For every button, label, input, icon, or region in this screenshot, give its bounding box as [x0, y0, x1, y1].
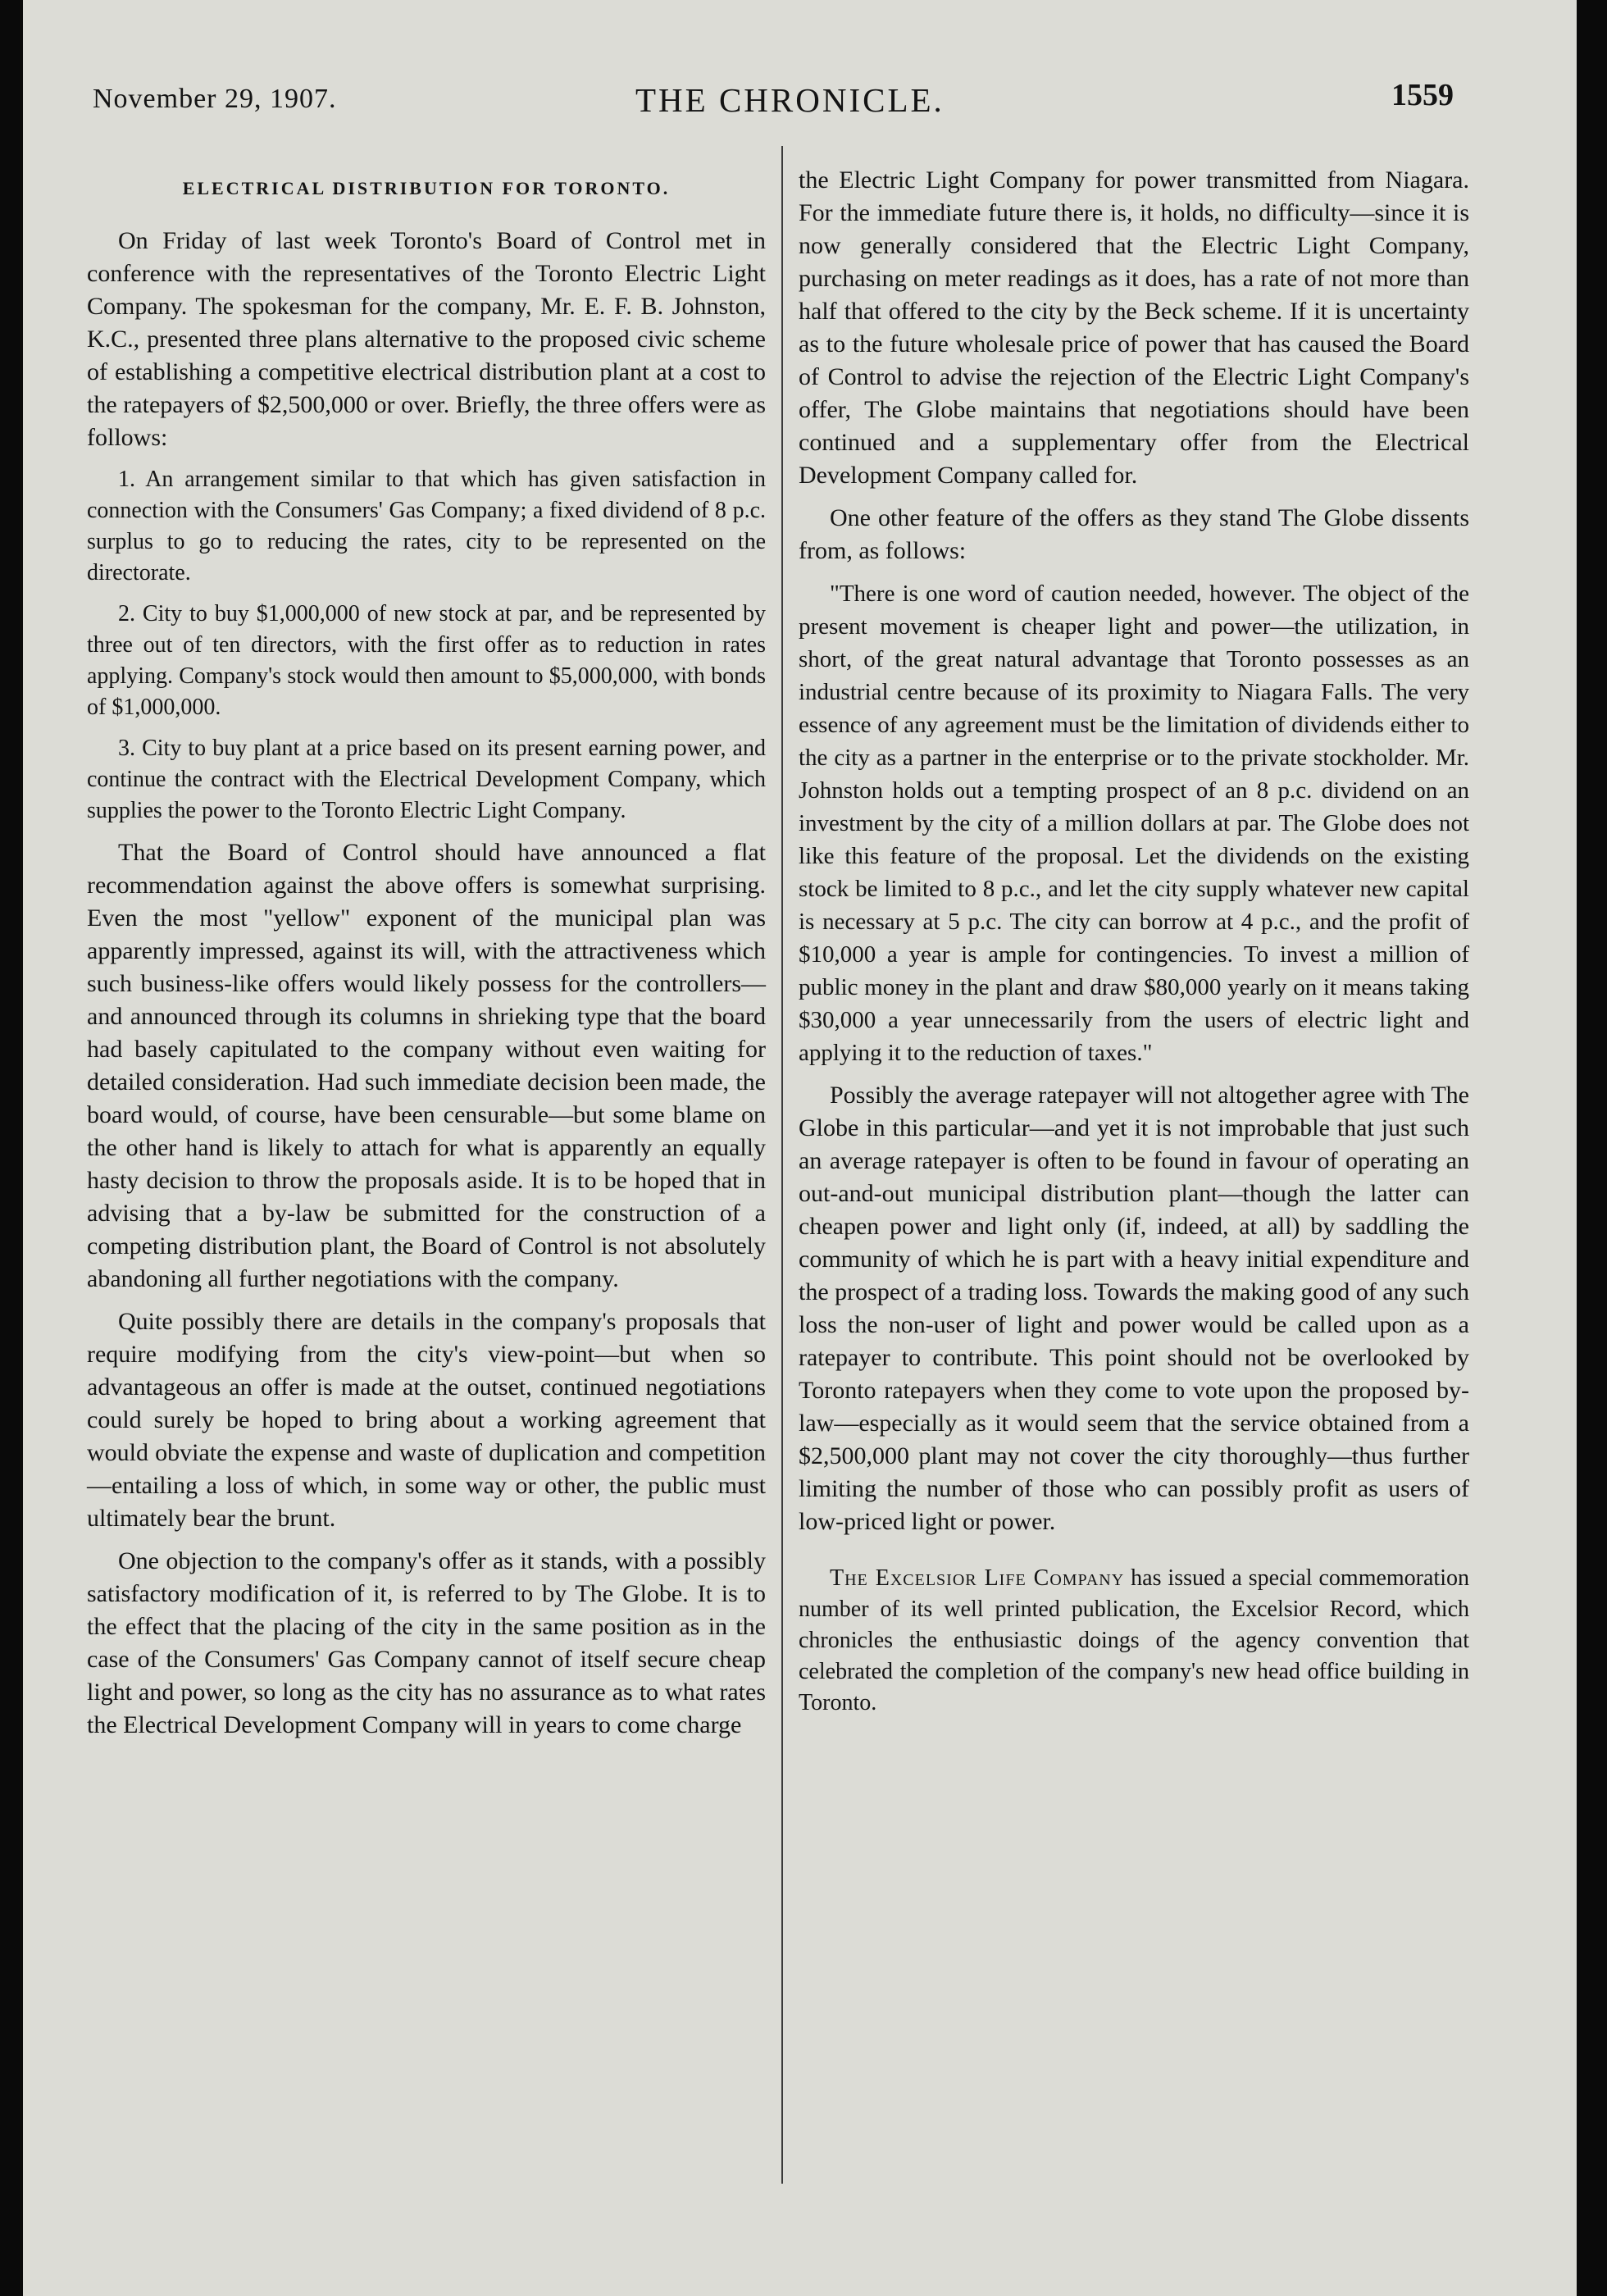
notice-lead: The Excelsior Life Company — [830, 1565, 1125, 1591]
offer-item: 1. An arrangement similar to that which has given satisfaction in connection with the Consumers' Gas Company; a fixed dividend of 8 p.c. surplus to go to reducing the rates, city to be represented on the directorate. — [87, 467, 766, 585]
article-paragraph: On Friday of last week Toronto's Board of Control met in conference with the representatives of the Toronto Electric Light Company. The spokesman for the company, Mr. E. F. B. Johnston, K.C., presented three plans alternative to the proposed civic scheme of establishing a competitive electrical distribution plant at a cost to the ratepayers of $2,500,000 or over. Briefly, the three offers were as follows: — [87, 227, 766, 451]
notice-text: has issued a special commemoration number of its well printed publication, the Excelsior Record, which chronicles the enthusiastic doings of the agency convention that celebrated the completion of the company's new head office building in Toronto. — [799, 1565, 1469, 1715]
right-column — [799, 164, 1469, 1729]
article-paragraph: Quite possibly there are details in the company's proposals that require modifying from the city's view-point—but when so advantageous an offer is made at the outset, continued negotiations could surely be hoped to bring about a working agreement that would obviate the expense and waste of duplication and competition—entailing a loss of which, in some way or other, the public must ultimately bear the brunt. — [87, 1308, 766, 1532]
article-paragraph-continued: the Electric Light Company for power transmitted from Niagara. For the immediate future there is, it holds, no difficulty—since it is now generally considered that the Electric Light Company, purchasing on meter readings as it does, has a rate of not more than half that offered to the city by the Beck scheme. If it is uncertainty as to the future wholesale price of power that has caused the Board of Control to advise the rejection of the Electric Light Company's offer, The Globe maintains that negotiations should have been continued and a supplementary offer from the Electrical Development Company called for. — [799, 166, 1469, 489]
page-number: 1559 — [1391, 78, 1454, 112]
publication-title: THE CHRONICLE. — [635, 81, 945, 119]
excelsior-notice — [799, 1563, 1469, 1719]
globe-quotation: "There is one word of caution needed, however. The object of the present movement is cheaper light and power—the utilization, in short, of the great natural advantage that Toronto possesses as an industrial centre because of its proximity to Niagara Falls. The very essence of any agreement must be the limitation of dividends either to the city as a partner in the enterprise or to the private stockholder. Mr. Johnston holds out a tempting prospect of an 8 p.c. dividend on an investment by the city of a million dollars at par. The Globe does not like this feature of the proposal. Let the dividends on the existing stock be limited to 8 p.c., and let the city supply whatever new capital is necessary at 5 p.c. The city can borrow at 4 p.c., and the profit of $10,000 a year is ample for contingencies. To invest a million of public money in the plant and draw $80,000 yearly on it means taking $30,000 a year unnecessarily from the users of electric light and applying it to the reduction of taxes." — [799, 581, 1469, 1066]
column-divider — [781, 146, 783, 2184]
running-head — [93, 72, 1454, 130]
newspaper-page — [23, 0, 1577, 2296]
article-heading: ELECTRICAL DISTRIBUTION FOR TORONTO. — [182, 178, 671, 198]
left-column — [87, 164, 766, 1752]
offer-item: 2. City to buy $1,000,000 of new stock at par, and be represented by three out of ten directors, with the first offer as to reduction in rates applying. Company's stock would then amount to $5,000,000, with bonds of $1,000,000. — [87, 601, 766, 720]
article-paragraph: Possibly the average ratepayer will not altogether agree with The Globe in this particular—and yet it is not improbable that just such an average ratepayer is often to be found in favour of operating an out-and-out municipal distribution plant—though the latter can cheapen power and light only (if, indeed, at all) by saddling the community of which he is part with a heavy initial expenditure and the prospect of a trading loss. Towards the making good of any such loss the non-user of light and power would be called upon as a ratepayer to contribute. This point should not be overlooked by Toronto ratepayers when they come to vote upon the proposed by-law—especially as it would seem that the service obtained from a $2,500,000 plant may not cover the city thoroughly—thus further limiting the number of those who can possibly profit as users of low-priced light or power. — [799, 1082, 1470, 1535]
article-paragraph: One objection to the company's offer as it stands, with a possibly satisfactory modification of it, is referred to by The Globe. It is to the effect that the placing of the city in the same position as in the case of the Consumers' Gas Company cannot of itself secure cheap light and power, so long as the city has no assurance as to what rates the Electrical Development Company will in years to come charge — [87, 1547, 766, 1738]
article-paragraph: One other feature of the offers as they stand The Globe dissents from, as follows: — [799, 504, 1469, 564]
article-paragraph: That the Board of Control should have announced a flat recommendation against the above offers is somewhat surprising. Even the most "yellow" exponent of the municipal plan was apparently impressed, against its will, with the attractiveness which such business-like offers would likely possess for the controllers—and announced through its columns in shrieking type that the board had basely capitulated to the company without even waiting for detailed consideration. Had such immediate decision been made, the board would, of course, have been censurable—but some blame on the other hand is likely to attach for what is apparently an equally hasty decision to throw the proposals aside. It is to be hoped that in advising that a by-law be submitted for the construction of a competing distribution plant, the Board of Control is not absolutely abandoning all further negotiations with the company. — [87, 839, 766, 1292]
offer-item: 3. City to buy plant at a price based on its present earning power, and continue the contract with the Electrical Development Company, which supplies the power to the Toronto Electric Light Company. — [87, 736, 766, 823]
issue-date: November 29, 1907. — [93, 84, 337, 114]
